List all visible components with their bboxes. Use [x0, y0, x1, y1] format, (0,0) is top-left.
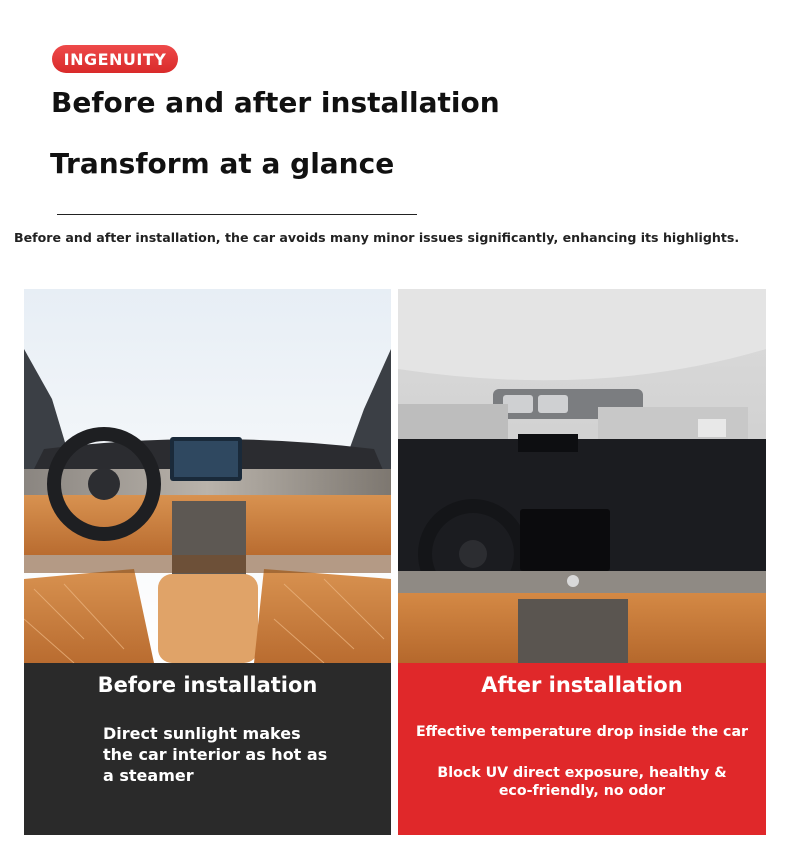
after-panel	[398, 289, 766, 835]
before-panel	[24, 289, 391, 835]
after-caption	[398, 663, 766, 835]
page-subtitle: Transform at a glance	[50, 147, 395, 180]
title-divider	[57, 214, 417, 215]
brand-badge: INGENUITY	[52, 45, 178, 73]
before-title: Before installation	[97, 673, 318, 697]
after-text-line1: Effective temperature drop inside the car	[415, 724, 749, 740]
page-title: Before and after installation	[51, 86, 500, 119]
page-description: Before and after installation, the car avoids many minor issues significantly, enhancing its highlights.	[14, 230, 740, 245]
after-title: After installation	[481, 673, 683, 697]
after-text-line2: Block UV direct exposure, healthy & eco-friendly, no odor	[437, 765, 727, 799]
before-interior-photo	[24, 289, 391, 663]
before-caption	[24, 663, 391, 835]
before-text: Direct sunlight makes the car interior as hot as a steamer	[103, 724, 328, 785]
after-interior-photo	[398, 289, 766, 663]
